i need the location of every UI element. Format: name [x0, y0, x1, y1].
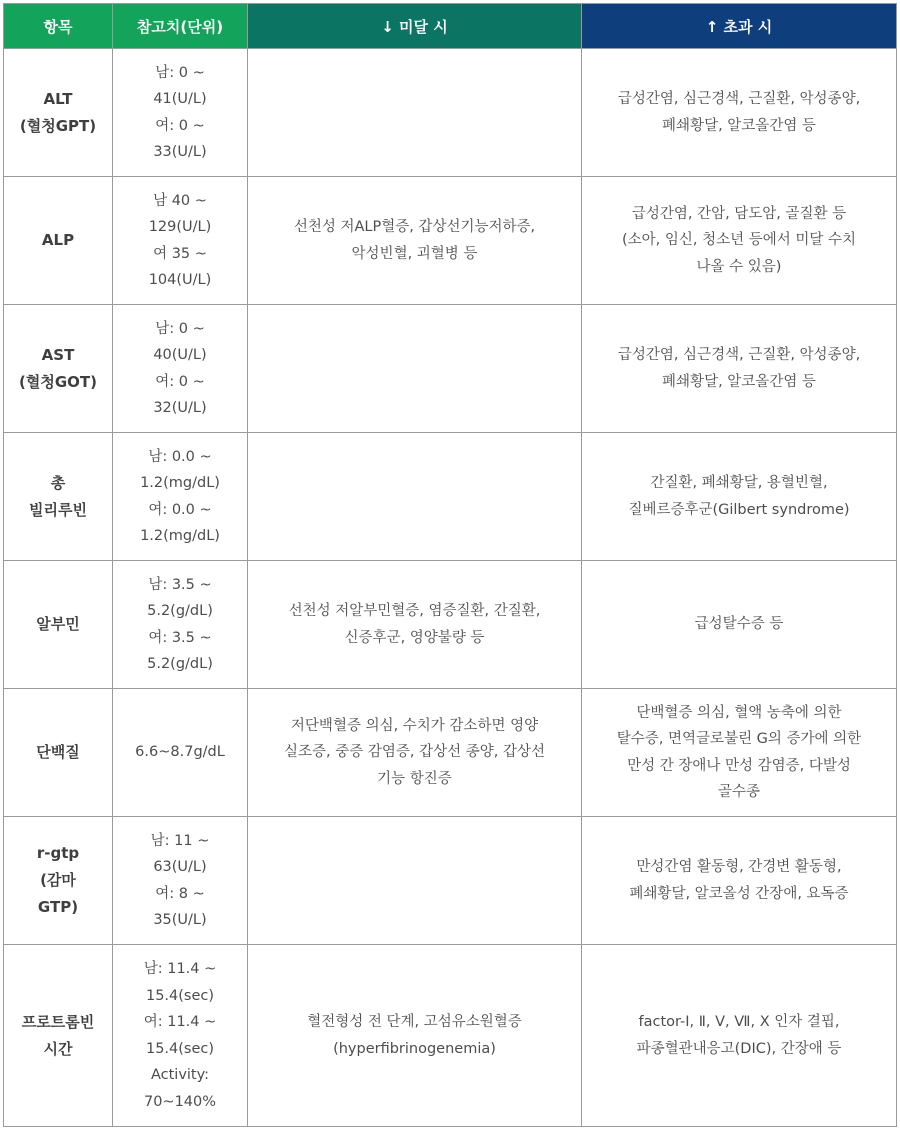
reference-line: 남: 3.5 ~: [148, 576, 212, 593]
table-body: [4, 49, 897, 1127]
item-line: 빌리루빈: [29, 500, 87, 519]
item-line: 시간: [43, 1039, 73, 1058]
low-cell: [248, 817, 582, 945]
item-cell: [4, 689, 113, 817]
item-cell: [4, 49, 113, 177]
low-line: 저단백혈증 의심, 수치가 감소하면 영양: [290, 717, 539, 734]
low-cell: [248, 177, 582, 305]
item-line: 단백질: [36, 743, 80, 761]
reference-line: 6.6~8.7g/dL: [135, 744, 225, 761]
high-cell: [582, 689, 897, 817]
header-low: ↓ 미달 시: [248, 4, 582, 49]
item-cell: [4, 561, 113, 689]
high-line: 급성간염, 간암, 담도암, 골질환 등: [631, 205, 847, 222]
low-cell: [248, 49, 582, 177]
low-line: 신증후군, 영양불량 등: [344, 629, 485, 646]
reference-line: 129(U/L): [148, 219, 212, 235]
low-line: 선천성 저ALP혈증, 갑상선기능저하증,: [293, 219, 536, 235]
reference-cell: [113, 689, 248, 817]
high-line: 단백혈증 의심, 혈액 농축에 의한: [636, 704, 842, 721]
reference-line: 1.2(mg/dL): [140, 475, 220, 491]
reference-cell: [113, 177, 248, 305]
item-line: GTP): [37, 898, 79, 916]
high-cell: [582, 305, 897, 433]
table-header-row: [4, 4, 897, 49]
low-line: 악성빈혈, 괴혈병 등: [351, 245, 478, 262]
high-cell: [582, 177, 897, 305]
reference-line: 5.2(g/dL): [147, 603, 213, 619]
high-cell: [582, 817, 897, 945]
high-line: 만성 간 장애나 만성 감염증, 다발성: [627, 757, 851, 774]
table-row: [4, 305, 897, 433]
low-line: 혈전형성 전 단계, 고섬유소원혈증: [307, 1014, 522, 1030]
reference-line: 104(U/L): [148, 272, 212, 288]
item-cell: [4, 945, 113, 1127]
high-line: 간질환, 폐쇄황달, 용혈빈혈,: [650, 475, 828, 491]
high-cell: [582, 433, 897, 561]
high-cell: [582, 49, 897, 177]
reference-line: 여: 0 ~: [155, 373, 205, 390]
high-line: 폐쇄황달, 알코올성 간장애, 요독증: [629, 885, 849, 902]
item-line: (감마: [40, 871, 76, 889]
reference-line: 남: 0 ~: [155, 64, 205, 81]
reference-line: 63(U/L): [153, 859, 207, 875]
reference-line: 남: 11.4 ~: [143, 961, 217, 977]
reference-line: Activity:: [150, 1067, 210, 1083]
item-cell: [4, 305, 113, 433]
header-reference: 참고치(단위): [113, 4, 248, 49]
low-line: (hyperfibrinogenemia): [333, 1040, 496, 1057]
reference-line: 여: 8 ~: [155, 885, 205, 902]
reference-line: 여: 0 ~: [155, 117, 205, 134]
reference-cell: [113, 561, 248, 689]
low-cell: [248, 689, 582, 817]
reference-line: 15.4(sec): [145, 1040, 215, 1057]
reference-line: 15.4(sec): [145, 987, 215, 1004]
reference-line: 41(U/L): [153, 91, 207, 107]
high-line: 만성간염 활동형, 간경변 활동형,: [636, 859, 842, 875]
high-line: 탈수증, 면역글로불린 G의 증가에 의한: [616, 731, 862, 747]
high-line: 급성간염, 심근경색, 근질환, 악성종양,: [617, 91, 861, 107]
low-line: 선천성 저알부민혈증, 염증질환, 간질환,: [288, 603, 541, 619]
reference-cell: [113, 945, 248, 1127]
low-cell: [248, 433, 582, 561]
reference-line: 남: 0.0 ~: [148, 448, 212, 465]
low-cell: [248, 561, 582, 689]
high-line: 급성간염, 심근경색, 근질환, 악성종양,: [617, 347, 861, 363]
reference-cell: [113, 49, 248, 177]
low-line: 기능 항진증: [377, 770, 452, 787]
reference-line: 70~140%: [143, 1093, 217, 1110]
low-cell: [248, 305, 582, 433]
item-cell: [4, 817, 113, 945]
high-line: 폐쇄황달, 알코올간염 등: [662, 373, 816, 390]
reference-line: 40(U/L): [153, 347, 207, 363]
table-row: [4, 817, 897, 945]
high-line: 급성탈수증 등: [694, 616, 784, 633]
high-line: 폐쇄황달, 알코올간염 등: [662, 117, 816, 134]
header-high: ↑ 초과 시: [582, 4, 897, 49]
reference-cell: [113, 433, 248, 561]
low-line: 실조증, 중증 감염증, 갑상선 종양, 갑상선: [284, 744, 545, 761]
high-line: 나올 수 있음): [696, 258, 782, 275]
reference-line: 32(U/L): [153, 400, 207, 416]
reference-line: 남 40 ~: [153, 192, 207, 209]
table-row: [4, 689, 897, 817]
reference-line: 여: 0.0 ~: [148, 501, 212, 518]
item-line: 프로트롬빈: [21, 1012, 95, 1031]
item-cell: [4, 433, 113, 561]
item-line: ALP: [41, 231, 75, 249]
table-row: [4, 49, 897, 177]
table-row: [4, 945, 897, 1127]
high-line: 질베르증후군(Gilbert syndrome): [628, 501, 850, 518]
high-cell: [582, 945, 897, 1127]
table-row: [4, 561, 897, 689]
high-cell: [582, 561, 897, 689]
reference-line: 여 35 ~: [153, 245, 207, 262]
reference-line: 남: 0 ~: [155, 320, 205, 337]
reference-line: 33(U/L): [153, 144, 207, 160]
reference-line: 여: 3.5 ~: [148, 629, 212, 646]
high-line: factor-Ⅰ, Ⅱ, Ⅴ, Ⅶ, Ⅹ 인자 결핍,: [638, 1014, 840, 1030]
reference-line: 남: 11 ~: [150, 832, 210, 849]
reference-cell: [113, 817, 248, 945]
reference-cell: [113, 305, 248, 433]
item-line: AST: [41, 345, 75, 364]
item-line: (혈청GPT): [19, 116, 97, 135]
item-line: 총: [50, 473, 66, 492]
item-line: r-gtp: [36, 844, 80, 862]
item-line: 알부민: [36, 615, 80, 633]
reference-line: 여: 11.4 ~: [143, 1014, 217, 1030]
high-line: (소아, 임신, 청소년 등에서 미달 수치: [621, 232, 857, 249]
header-item: 항목: [4, 4, 113, 49]
lab-reference-table: [3, 3, 897, 1127]
low-cell: [248, 945, 582, 1127]
reference-line: 1.2(mg/dL): [140, 528, 220, 544]
item-line: (혈청GOT): [19, 372, 97, 391]
reference-line: 35(U/L): [153, 912, 207, 928]
high-line: 파종혈관내응고(DIC), 간장애 등: [636, 1040, 842, 1057]
reference-line: 5.2(g/dL): [147, 656, 213, 672]
item-line: ALT: [43, 89, 73, 108]
table-row: [4, 433, 897, 561]
table-row: [4, 177, 897, 305]
high-line: 골수종: [717, 784, 761, 800]
item-cell: [4, 177, 113, 305]
